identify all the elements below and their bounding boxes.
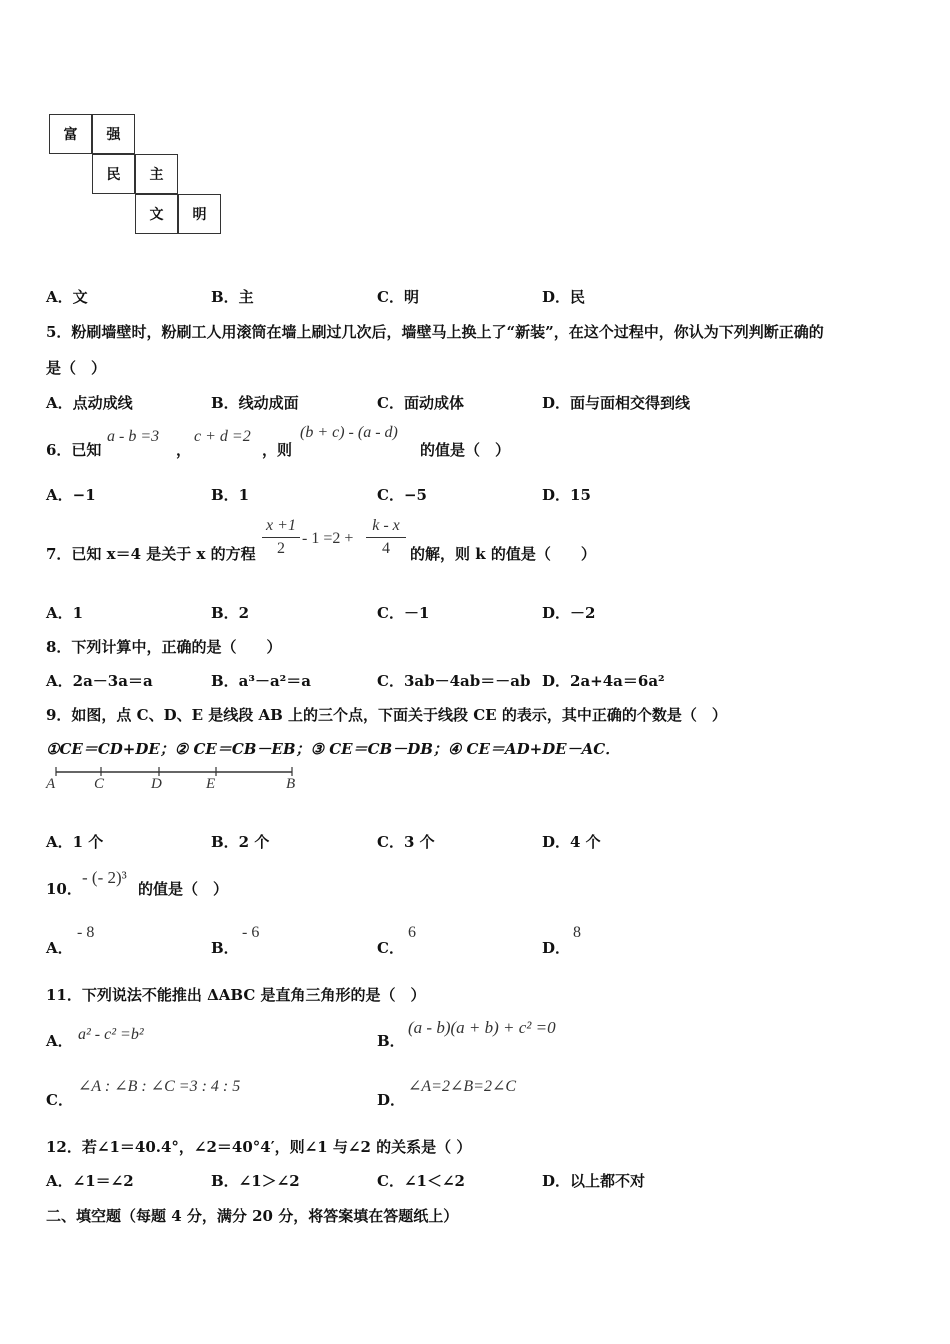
q11-label-d: D．	[377, 1091, 406, 1109]
q6-mid: ，则	[262, 441, 293, 459]
q8-option-d: D．2a+4a＝6a²	[542, 672, 665, 690]
q6-option-d: D．15	[542, 486, 591, 504]
section-heading-fill-in: 二、填空题（每题 4 分，满分 20 分，将答案填在答题纸上）	[46, 1207, 459, 1225]
q10-suffix: 的值是（ ）	[138, 880, 229, 898]
q6-option-b: B．1	[211, 486, 250, 504]
q8-option-c: C．3ab－4ab＝－ab	[377, 672, 531, 690]
q6-expr-3: (b + c) - (a - d)	[300, 424, 398, 441]
q6-sep: ，	[176, 441, 192, 459]
q10-label-d: D．	[542, 939, 571, 957]
q12-stem: 12．若∠1＝40.4°，∠2＝40°4′，则∠1 与∠2 的关系是（ ）	[46, 1138, 472, 1156]
q9-option-a: A．1 个	[46, 833, 104, 851]
q7-suffix: 的解，则 k 的值是（ ）	[410, 545, 596, 563]
q5-stem-line2: 是（ ）	[46, 359, 107, 377]
q9-statements: ①CE＝CD+DE；② CE＝CB－EB；③ CE＝CB－DB；④ CE＝AD+DE－AC．	[46, 740, 621, 758]
q11-value-b: (a - b)(a + b) + c² =0	[408, 1018, 556, 1037]
q7-fraction-2-numerator: k - x	[372, 517, 400, 534]
net-cell: 文	[135, 194, 178, 234]
q10-value-c: 6	[408, 924, 416, 941]
q10-value-b: - 6	[242, 924, 260, 941]
q10-label-c: C．	[377, 939, 404, 957]
q9-option-c: C．3 个	[377, 833, 435, 851]
q10-value-a: - 8	[77, 924, 95, 941]
q8-option-b: B．a³－a²＝a	[211, 672, 311, 690]
q7-fraction-2-denominator: 4	[382, 540, 390, 557]
q10-label-a: A．	[46, 939, 73, 957]
q5-option-c: C．面动成体	[377, 394, 464, 412]
q7-option-b: B．2	[211, 604, 250, 622]
q8-stem: 8．下列计算中，正确的是（ ）	[46, 638, 282, 656]
q10-label-b: B．	[211, 939, 239, 957]
q7-option-d: D．－2	[542, 604, 596, 622]
q5-option-a: A．点动成线	[46, 394, 133, 412]
q7-option-c: C．－1	[377, 604, 430, 622]
q11-stem: 11．下列说法不能推出 ΔABC 是直角三角形的是（ ）	[46, 986, 426, 1004]
q7-fraction-2	[366, 517, 406, 558]
q6-suffix: 的值是（ ）	[420, 441, 511, 459]
q7-equation-middle: - 1 =2 +	[302, 530, 354, 547]
q5-option-d: D．面与面相交得到线	[542, 394, 691, 412]
net-cell: 明	[178, 194, 221, 234]
point-label-d: D	[151, 776, 162, 792]
q5-option-b: B．线动成面	[211, 394, 299, 412]
q6-option-c: C．−5	[377, 486, 427, 504]
q4-option-b: B．主	[211, 288, 254, 306]
q8-option-a: A．2a－3a＝a	[46, 672, 153, 690]
q11-label-c: C．	[46, 1091, 73, 1109]
q9-option-b: B．2 个	[211, 833, 270, 851]
q11-value-c: ∠A : ∠B : ∠C =3 : 4 : 5	[78, 1078, 241, 1095]
q4-option-a: A．文	[46, 288, 88, 306]
q11-value-d: ∠A=2∠B=2∠C	[408, 1078, 517, 1095]
net-cell: 强	[92, 114, 135, 154]
q9-stem: 9．如图，点 C、D、E 是线段 AB 上的三个点，下面关于线段 CE 的表示，其中正确的个数是（ ）	[46, 706, 727, 724]
q12-option-a: A．∠1＝∠2	[46, 1172, 134, 1190]
q11-label-b: B．	[377, 1032, 405, 1050]
q12-option-c: C．∠1＜∠2	[377, 1172, 465, 1190]
q7-fraction-1	[262, 517, 300, 558]
net-cell: 主	[135, 154, 178, 194]
q9-option-d: D．4 个	[542, 833, 601, 851]
q10-value-d: 8	[573, 924, 581, 941]
q10-expression: - (- 2)³	[82, 868, 127, 887]
q5-stem-line1: 5．粉刷墙壁时，粉刷工人用滚筒在墙上刷过几次后，墙壁马上换上了“新装”，在这个过程中，你认为下列判断正确的	[46, 323, 824, 341]
point-label-b: B	[286, 776, 296, 792]
net-cell: 富	[49, 114, 92, 154]
line-segment-figure	[44, 766, 304, 796]
point-label-e: E	[206, 776, 216, 792]
q11-value-a: a² - c² =b²	[78, 1026, 144, 1043]
q12-option-d: D．以上都不对	[542, 1172, 646, 1190]
q6-option-a: A．−1	[46, 486, 96, 504]
q7-fraction-1-numerator: x +1	[266, 517, 296, 534]
q6-expr-1: a - b =3	[107, 428, 160, 445]
q7-fraction-1-denominator: 2	[277, 540, 285, 557]
q11-label-a: A．	[46, 1032, 73, 1050]
q7-prefix: 7．已知 x＝4 是关于 x 的方程	[46, 545, 256, 563]
q6-expr-2: c + d =2	[194, 428, 251, 445]
q4-option-d: D．民	[542, 288, 586, 306]
point-label-a: A	[46, 776, 56, 792]
q4-option-c: C．明	[377, 288, 419, 306]
q10-prefix: 10．	[46, 880, 82, 898]
q12-option-b: B．∠1＞∠2	[211, 1172, 300, 1190]
q6-prefix: 6．已知	[46, 441, 102, 459]
q7-option-a: A．1	[46, 604, 84, 622]
net-cell: 民	[92, 154, 135, 194]
point-label-c: C	[94, 776, 105, 792]
